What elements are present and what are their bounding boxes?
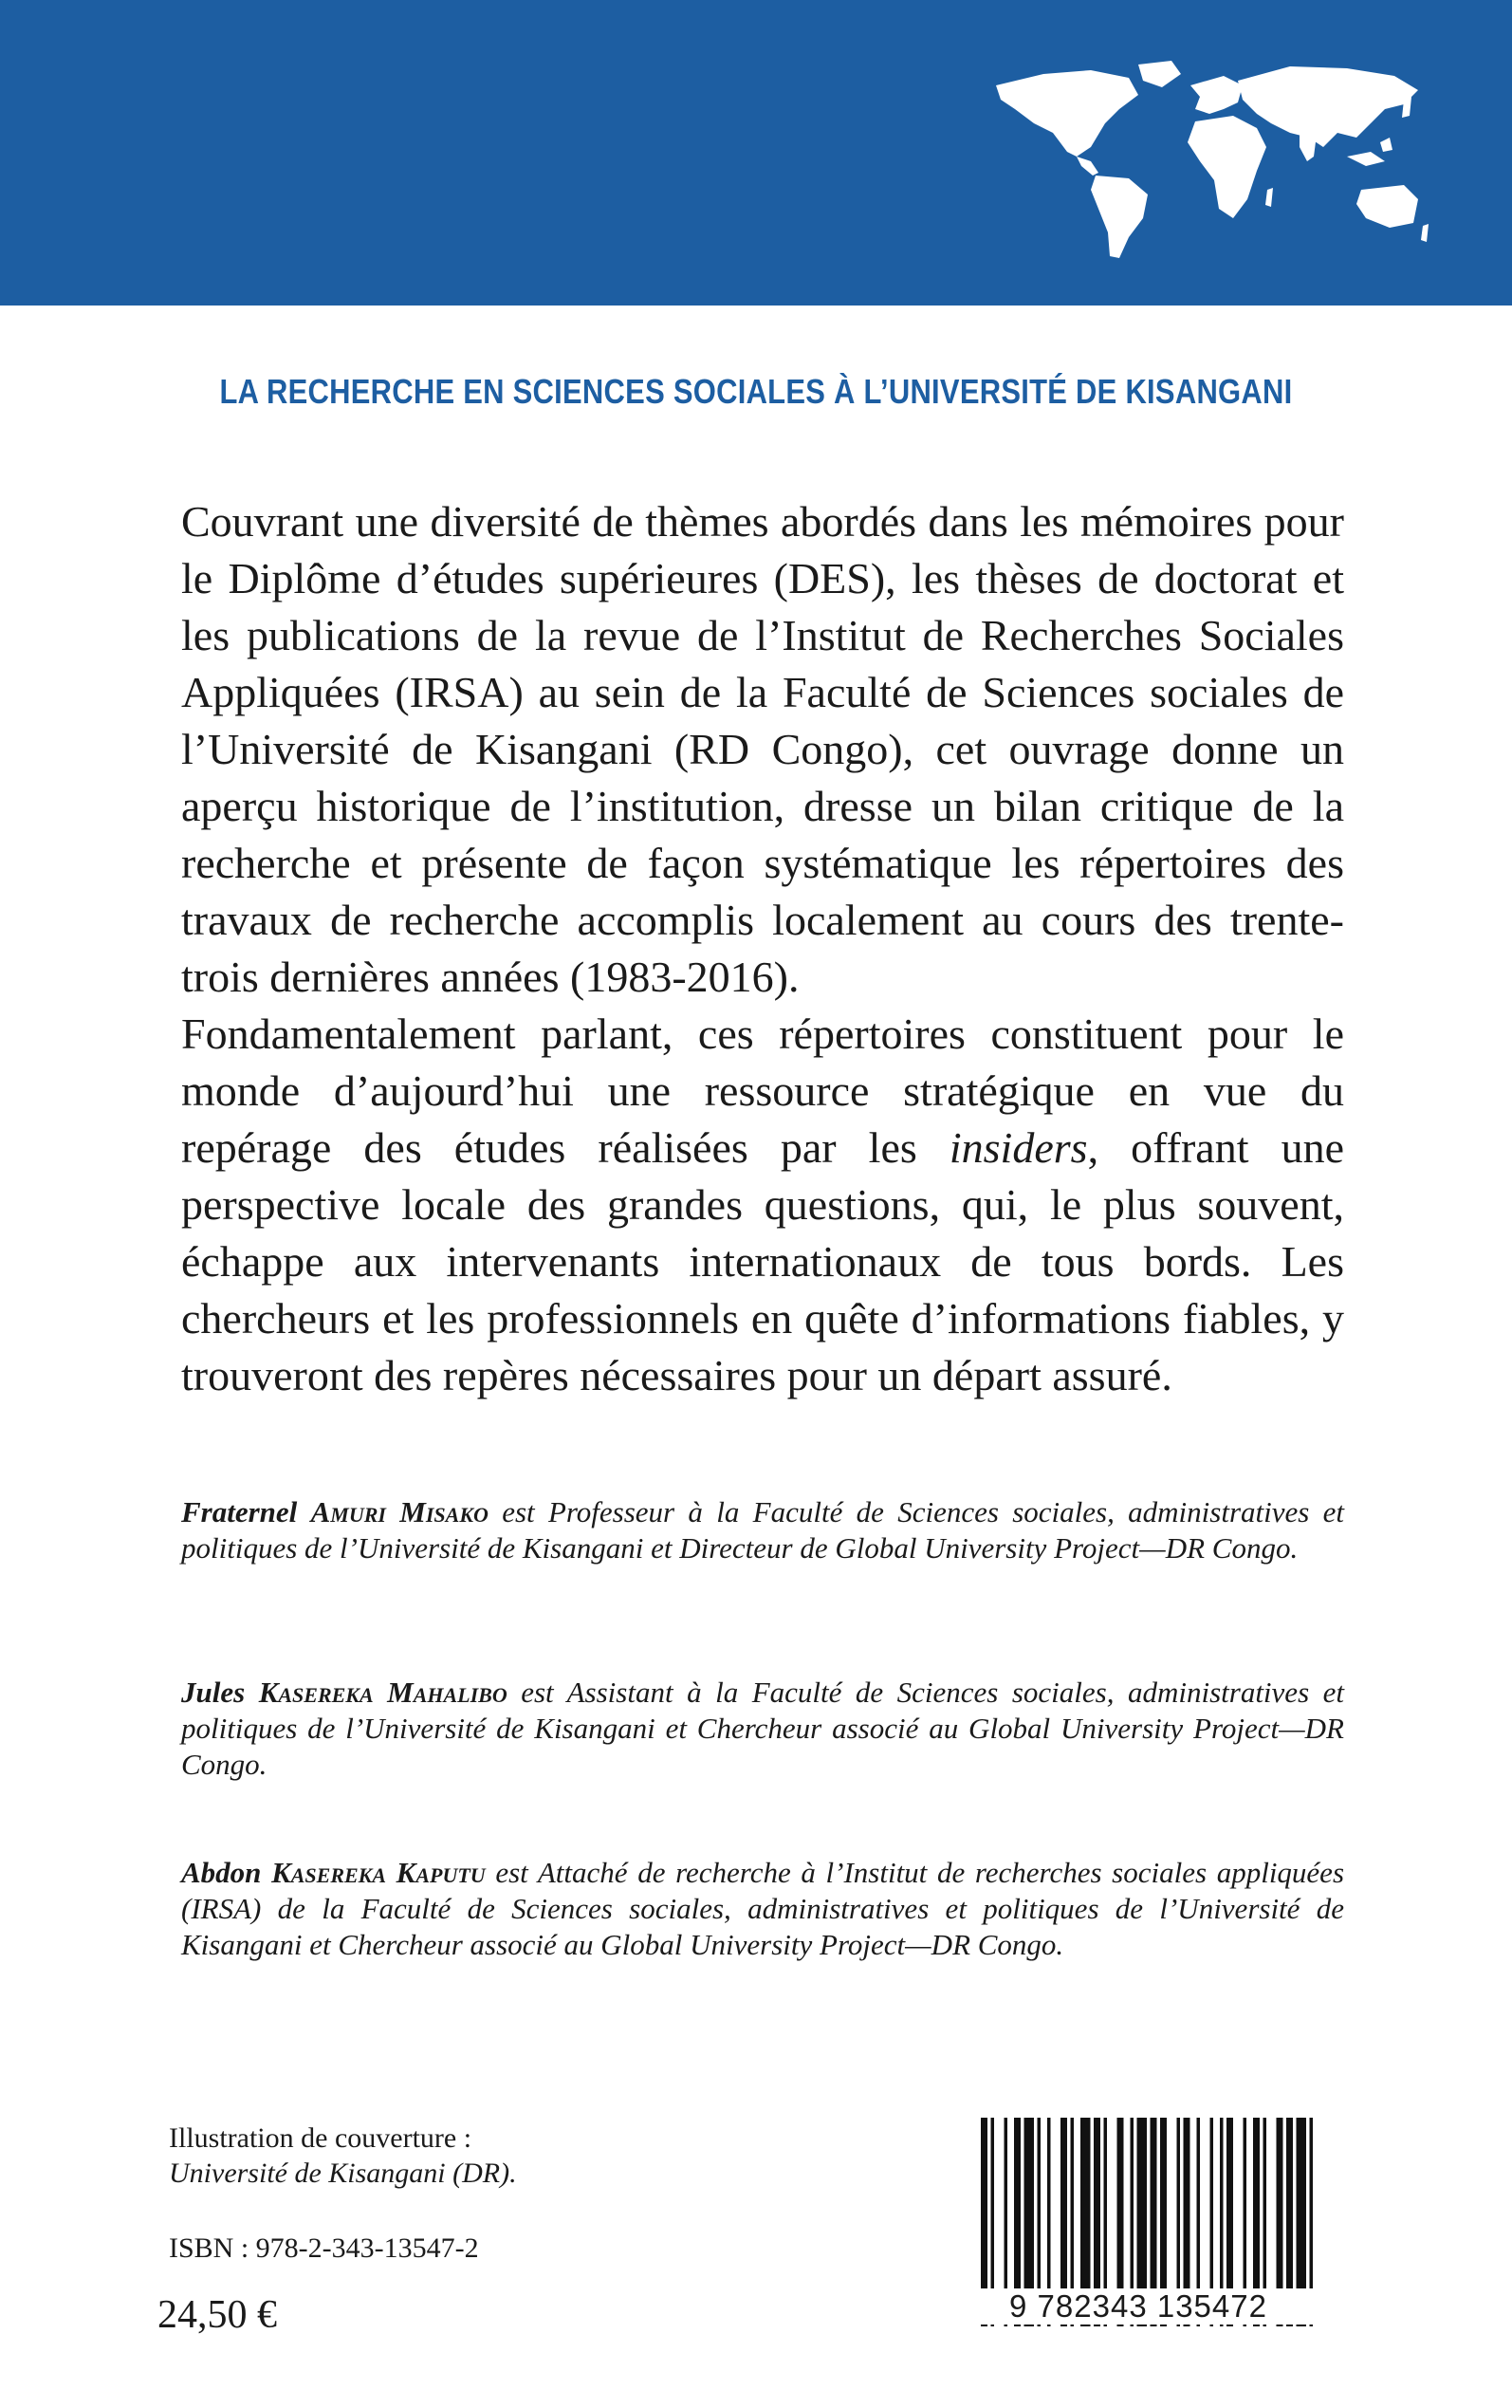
blurb-paragraph-2: Fondamentalement parlant, ces répertoires constituent pour le monde d’aujourd’hui une ressource stratégique en vue du repérage des études réalisées par les insiders, offrant une perspective locale des grandes questions, qui, le plus souvent, échappe aux intervenants internationaux de tous bords. Les chercheurs et les professionnels en quête d’informations fiables, y trouveront des repères nécessaires pour un départ assuré.	[181, 1010, 1344, 1399]
book-title: LA RECHERCHE EN SCIENCES SOCIALES À L’UNIVERSITÉ DE KISANGANI	[219, 372, 1293, 411]
cover-credit-source: Université de Kisangani (DR).	[169, 2158, 517, 2189]
author-bio-2: Jules Kasereka Mahalibo est Assistant à la Faculté de Sciences sociales, administratives et politiques de l’Université de Kisangani et Chercheur associé au Global University Project—DR Congo.	[181, 1676, 1344, 1781]
isbn: ISBN : 978-2-343-13547-2	[169, 2232, 479, 2264]
blurb-paragraph-1: Couvrant une diversité de thèmes abordés dans les mémoires pour le Diplôme d’études supérieures (DES), les thèses de doctorat et les publications de la revue de l’Institut de Recherches Sociales Appliquées (IRSA) au sein de la Faculté de Sciences sociales de l’Université de Kisangani (RD Congo), cet ouvrage donne un aperçu historique de l’institution, dresse un bilan critique de la recherche et présente de façon systématique les répertoires des travaux de recherche accomplis localement au cours des trente-trois dernières années (1983-2016).	[181, 497, 1344, 1001]
world-map-icon	[986, 57, 1432, 266]
author-surname: Amuri Misako	[310, 1495, 489, 1528]
top-color-band	[0, 0, 1512, 306]
blurb	[181, 493, 1344, 1404]
barcode-number: 9 782343 135472	[949, 2288, 1328, 2325]
author-surname: Kasereka Kaputu	[271, 1856, 486, 1889]
price: 24,50 €	[157, 2293, 277, 2337]
insiders-term: insiders	[949, 1123, 1088, 1172]
author-bio-1: Fraternel Amuri Misako est Professeur à la Faculté de Sciences sociales, administratives et politiques de l’Université de Kisangani et Directeur de Global University Project—DR Congo.	[181, 1495, 1345, 1565]
cover-credit	[169, 2121, 517, 2191]
author-bio-3: Abdon Kasereka Kaputu est Attaché de recherche à l’Institut de recherches sociales appliquées (IRSA) de la Faculté de Sciences sociales, administratives et politiques de l’Université de Kisangani et Chercheur associé au Global University Project—DR Congo.	[181, 1856, 1345, 1961]
cover-credit-label: Illustration de couverture :	[169, 2122, 472, 2154]
author-surname: Kasereka Mahalibo	[258, 1676, 507, 1709]
